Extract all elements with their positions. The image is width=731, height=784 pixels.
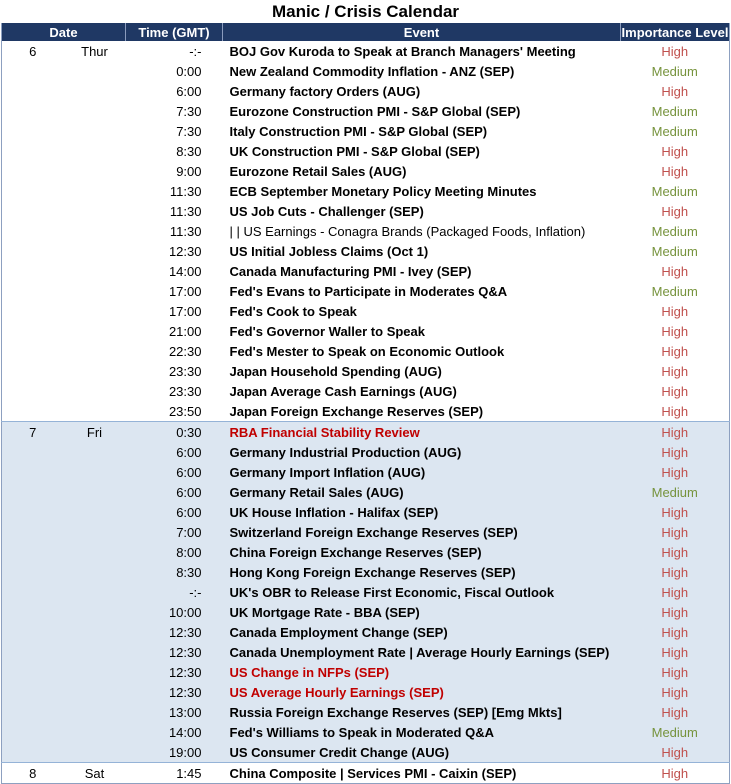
table-row — [2, 381, 730, 401]
table-row — [2, 241, 730, 261]
cell-event: UK Mortgage Rate - BBA (SEP) — [223, 602, 621, 622]
cell-time: 8:30 — [176, 143, 202, 159]
cell-day — [64, 101, 126, 121]
cell-importance: High — [621, 462, 730, 482]
cell-event: Germany Retail Sales (AUG) — [223, 482, 621, 502]
cell-time: 17:00 — [168, 283, 202, 299]
cell-day — [64, 201, 126, 221]
cell-importance: Medium — [651, 123, 698, 139]
cell-day — [64, 141, 126, 161]
table-row — [2, 522, 730, 542]
cell-event: China Composite | Services PMI - Caixin (SEP) — [223, 763, 621, 784]
cell-importance: High — [661, 83, 689, 99]
table-row — [2, 341, 730, 361]
cell-time: 19:00 — [126, 742, 223, 763]
cell-day — [64, 602, 126, 622]
cell-day — [64, 221, 126, 241]
cell-event: New Zealand Commodity Inflation - ANZ (SEP) — [229, 63, 515, 79]
cell-importance: High — [661, 383, 689, 399]
cell-day: Thur — [81, 43, 108, 59]
cell-event: UK's OBR to Release First Economic, Fiscal Outlook — [223, 582, 621, 602]
table-row — [2, 642, 730, 662]
table-row — [2, 442, 730, 462]
cell-time: 12:30 — [126, 642, 223, 662]
cell-event: US Average Hourly Earnings (SEP) — [223, 682, 621, 702]
cell-time: 9:00 — [176, 163, 202, 179]
cell-time: 23:30 — [168, 383, 202, 399]
cell-time: 6:00 — [176, 83, 202, 99]
table-row — [2, 562, 730, 582]
cell-time: 8:00 — [126, 542, 223, 562]
cell-day — [64, 562, 126, 582]
cell-date — [2, 321, 64, 341]
cell-event: Canada Employment Change (SEP) — [223, 622, 621, 642]
cell-date — [2, 722, 64, 742]
cell-event: US Consumer Credit Change (AUG) — [223, 742, 621, 763]
cell-day — [64, 401, 126, 422]
header-row — [2, 23, 730, 41]
cell-day — [64, 241, 126, 261]
table-row — [2, 41, 730, 61]
cell-date — [2, 301, 64, 321]
table-row — [2, 361, 730, 381]
cell-date — [2, 201, 64, 221]
table-row — [2, 462, 730, 482]
cell-date — [2, 462, 64, 482]
cell-time: 0:30 — [126, 422, 223, 443]
cell-day — [64, 502, 126, 522]
cell-time: 1:45 — [126, 763, 223, 784]
table-row — [2, 542, 730, 562]
cell-day — [64, 522, 126, 542]
cell-time: 22:30 — [168, 343, 202, 359]
cell-day — [64, 161, 126, 181]
cell-time: -:- — [126, 582, 223, 602]
cell-event: Japan Foreign Exchange Reserves (SEP) — [229, 403, 484, 419]
cell-day — [64, 121, 126, 141]
cell-event: US Job Cuts - Challenger (SEP) — [229, 203, 424, 219]
cell-time: 0:00 — [176, 63, 202, 79]
table-row — [2, 121, 730, 141]
cell-date: 8 — [2, 763, 64, 784]
table-row — [2, 81, 730, 101]
cell-time: 14:00 — [168, 263, 202, 279]
table-row — [2, 301, 730, 321]
table-row — [2, 763, 730, 784]
calendar-title: Manic / Crisis Calendar — [271, 2, 460, 21]
table-row — [2, 181, 730, 201]
cell-date — [2, 361, 64, 381]
cell-date — [2, 221, 64, 241]
cell-date — [2, 662, 64, 682]
header-time: Time (GMT) — [126, 23, 223, 41]
cell-time: 10:00 — [126, 602, 223, 622]
cell-time: 6:00 — [126, 442, 223, 462]
cell-importance: High — [621, 682, 730, 702]
cell-day — [64, 662, 126, 682]
cell-date — [2, 742, 64, 763]
cell-day — [64, 361, 126, 381]
cell-importance: High — [621, 602, 730, 622]
cell-event: Fed's Cook to Speak — [229, 303, 357, 319]
cell-date — [2, 341, 64, 361]
cell-time: 21:00 — [168, 323, 202, 339]
cell-event: US Change in NFPs (SEP) — [223, 662, 621, 682]
cell-time: 12:30 — [168, 243, 202, 259]
cell-date — [2, 522, 64, 542]
cell-time: 12:30 — [126, 682, 223, 702]
cell-importance: High — [621, 582, 730, 602]
cell-importance: High — [621, 763, 730, 784]
cell-importance: High — [621, 562, 730, 582]
cell-importance: High — [621, 442, 730, 462]
cell-event: RBA Financial Stability Review — [223, 422, 621, 443]
cell-day: Fri — [64, 422, 126, 443]
table-row — [2, 742, 730, 763]
table-row — [2, 582, 730, 602]
cell-date: 6 — [29, 43, 37, 59]
cell-date — [2, 181, 64, 201]
cell-time: 7:30 — [176, 123, 202, 139]
cell-day — [64, 742, 126, 763]
calendar-body — [2, 41, 730, 784]
cell-date — [2, 381, 64, 401]
table-row — [2, 482, 730, 502]
cell-importance: High — [661, 303, 689, 319]
cell-time: 7:00 — [126, 522, 223, 542]
cell-importance: Medium — [651, 223, 698, 239]
cell-importance: High — [621, 742, 730, 763]
cell-date — [2, 141, 64, 161]
cell-date — [2, 582, 64, 602]
header-importance: Importance Level — [621, 24, 729, 40]
cell-event: US Initial Jobless Claims (Oct 1) — [229, 243, 429, 259]
cell-day — [64, 482, 126, 502]
cell-importance: Medium — [651, 103, 698, 119]
cell-time: 11:30 — [169, 203, 202, 219]
cell-event: Russia Foreign Exchange Reserves (SEP) [Emg Mkts] — [223, 702, 621, 722]
cell-time: 6:00 — [126, 462, 223, 482]
cell-time: 11:30 — [169, 223, 202, 239]
cell-date — [2, 602, 64, 622]
cell-day — [64, 682, 126, 702]
cell-day — [64, 542, 126, 562]
cell-date — [2, 682, 64, 702]
table-row — [2, 201, 730, 221]
cell-event: Eurozone Construction PMI - S&P Global (SEP) — [229, 103, 521, 119]
table-row — [2, 722, 730, 742]
cell-event: Fed's Williams to Speak in Moderated Q&A — [223, 722, 621, 742]
table-row — [2, 61, 730, 81]
cell-time: 8:30 — [126, 562, 223, 582]
cell-time: 13:00 — [126, 702, 223, 722]
cell-time: 6:00 — [126, 502, 223, 522]
cell-day — [64, 702, 126, 722]
cell-time: 17:00 — [168, 303, 202, 319]
cell-day — [64, 321, 126, 341]
header-event: Event — [223, 23, 621, 41]
table-row — [2, 422, 730, 443]
cell-event: Fed's Mester to Speak on Economic Outlook — [229, 343, 505, 359]
table-row — [2, 101, 730, 121]
cell-day — [64, 341, 126, 361]
cell-day — [64, 261, 126, 281]
cell-time: 11:30 — [169, 183, 202, 199]
cell-event: Canada Unemployment Rate | Average Hourly Earnings (SEP) — [223, 642, 621, 662]
cell-date — [2, 281, 64, 301]
cell-importance: High — [661, 343, 689, 359]
cell-importance: High — [621, 702, 730, 722]
cell-event: Canada Manufacturing PMI - Ivey (SEP) — [229, 263, 472, 279]
cell-time: 23:30 — [168, 363, 202, 379]
cell-event: Italy Construction PMI - S&P Global (SEP) — [229, 123, 488, 139]
cell-date — [2, 622, 64, 642]
cell-event: Germany factory Orders (AUG) — [229, 83, 421, 99]
table-row — [2, 281, 730, 301]
cell-event: Switzerland Foreign Exchange Reserves (SEP) — [223, 522, 621, 542]
cell-date — [2, 161, 64, 181]
cell-day — [64, 442, 126, 462]
cell-time: 23:50 — [168, 403, 202, 419]
cell-day — [64, 381, 126, 401]
cell-day: Sat — [64, 763, 126, 784]
cell-date — [2, 61, 64, 81]
table-row — [2, 702, 730, 722]
cell-event: Japan Average Cash Earnings (AUG) — [229, 383, 457, 399]
cell-date — [2, 702, 64, 722]
cell-importance: High — [621, 542, 730, 562]
cell-day — [64, 301, 126, 321]
cell-date — [2, 401, 64, 422]
cell-event: Fed's Evans to Participate in Moderates Q&A — [229, 283, 508, 299]
table-row — [2, 682, 730, 702]
cell-event: Hong Kong Foreign Exchange Reserves (SEP) — [223, 562, 621, 582]
cell-date — [2, 101, 64, 121]
table-row — [2, 662, 730, 682]
cell-importance: Medium — [651, 63, 698, 79]
cell-importance: High — [621, 662, 730, 682]
table-row — [2, 261, 730, 281]
cell-importance: High — [661, 403, 689, 419]
cell-event: Germany Import Inflation (AUG) — [223, 462, 621, 482]
cell-date — [2, 121, 64, 141]
cell-event: Germany Industrial Production (AUG) — [223, 442, 621, 462]
cell-date — [2, 562, 64, 582]
cell-importance: High — [621, 642, 730, 662]
cell-day — [64, 61, 126, 81]
cell-day — [64, 582, 126, 602]
table-row — [2, 502, 730, 522]
table-row — [2, 161, 730, 181]
cell-time: 12:30 — [126, 662, 223, 682]
cell-event: | | US Earnings - Conagra Brands (Packaged Foods, Inflation) — [229, 223, 586, 239]
table-row — [2, 622, 730, 642]
calendar-table — [1, 23, 730, 784]
cell-event: UK Construction PMI - S&P Global (SEP) — [229, 143, 480, 159]
cell-importance: Medium — [651, 183, 698, 199]
cell-event: ECB September Monetary Policy Meeting Minutes — [229, 183, 537, 199]
cell-date: 7 — [2, 422, 64, 443]
cell-time: 6:00 — [126, 482, 223, 502]
cell-day — [64, 462, 126, 482]
cell-date — [2, 241, 64, 261]
cell-event: Fed's Governor Waller to Speak — [229, 323, 425, 339]
cell-date — [2, 442, 64, 462]
cell-event: Japan Household Spending (AUG) — [229, 363, 442, 379]
cell-event: UK House Inflation - Halifax (SEP) — [223, 502, 621, 522]
cell-importance: High — [621, 622, 730, 642]
cell-event: China Foreign Exchange Reserves (SEP) — [223, 542, 621, 562]
cell-importance: Medium — [651, 283, 698, 299]
cell-importance: High — [661, 263, 689, 279]
cell-time: 14:00 — [126, 722, 223, 742]
cell-event: BOJ Gov Kuroda to Speak at Branch Managers' Meeting — [229, 43, 576, 59]
cell-importance: High — [621, 522, 730, 542]
cell-day — [64, 622, 126, 642]
cell-date — [2, 261, 64, 281]
cell-importance: Medium — [621, 482, 730, 502]
table-row — [2, 401, 730, 422]
cell-date — [2, 502, 64, 522]
cell-importance: High — [661, 203, 689, 219]
cell-date — [2, 542, 64, 562]
cell-importance: High — [621, 502, 730, 522]
cell-importance: Medium — [651, 243, 698, 259]
cell-date — [2, 482, 64, 502]
cell-day — [64, 181, 126, 201]
table-row — [2, 602, 730, 622]
header-date: Date — [2, 23, 126, 41]
cell-day — [64, 281, 126, 301]
cell-time: 12:30 — [126, 622, 223, 642]
cell-importance: High — [661, 323, 689, 339]
cell-date — [2, 642, 64, 662]
cell-importance: High — [661, 363, 689, 379]
cell-importance: High — [661, 43, 689, 59]
cell-day — [64, 81, 126, 101]
cell-date — [2, 81, 64, 101]
cell-time: 7:30 — [176, 103, 202, 119]
cell-importance: Medium — [621, 722, 730, 742]
cell-importance: High — [621, 422, 730, 443]
cell-importance: High — [661, 143, 689, 159]
table-row — [2, 221, 730, 241]
cell-day — [64, 642, 126, 662]
table-row — [2, 321, 730, 341]
cell-day — [64, 722, 126, 742]
table-row — [2, 141, 730, 161]
cell-event: Eurozone Retail Sales (AUG) — [229, 163, 407, 179]
cell-importance: High — [661, 163, 689, 179]
cell-time: -:- — [189, 43, 202, 59]
